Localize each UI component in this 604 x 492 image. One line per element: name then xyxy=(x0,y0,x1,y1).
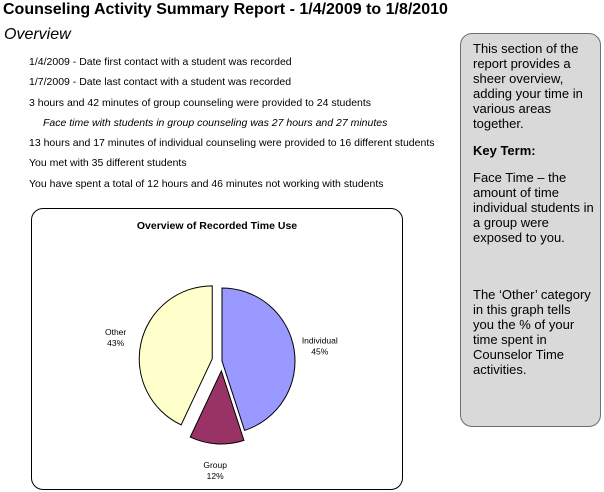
non-student-time-line: You have spent a total of 12 hours and 46 minutes not working with students xyxy=(29,178,384,190)
pie-percent-other: 43% xyxy=(107,338,125,349)
group-face-time-line: Face time with students in group counseling was 27 hours and 27 minutes xyxy=(43,117,388,129)
pie-label-other: Other xyxy=(104,327,127,338)
time-use-chart xyxy=(31,208,403,490)
callout-face-time-definition: Face Time – the amount of time individual students in a group were exposed to you. xyxy=(473,170,594,245)
individual-counseling-line: 13 hours and 17 minutes of individual counseling were provided to 16 different students xyxy=(29,137,435,149)
pie-percent-individual: 45% xyxy=(311,346,329,357)
callout-intro: This section of the report provides a sheer overview, adding your time in various areas together. xyxy=(473,41,583,131)
explanation-callout xyxy=(460,33,601,427)
chart-title: Overview of Recorded Time Use xyxy=(136,220,298,232)
last-contact-line: 1/7/2009 - Date last contact with a student was recorded xyxy=(29,76,292,88)
callout-key-term-heading: Key Term: xyxy=(473,143,536,158)
pie-chart xyxy=(32,209,402,489)
pie-label-group: Group xyxy=(203,459,227,470)
pie-slice-other xyxy=(139,286,212,425)
pie-percent-group: 12% xyxy=(206,470,224,481)
report-title: Counseling Activity Summary Report - 1/4/2009 to 1/8/2010 xyxy=(3,1,448,18)
section-heading-overview: Overview xyxy=(4,26,71,43)
first-contact-line: 1/4/2009 - Date first contact with a student was recorded xyxy=(29,56,292,68)
callout-other-category: The ‘Other’ category in this graph tells you the % of your time spent in Counselor Time activities. xyxy=(473,287,591,377)
pie-label-individual: Individual xyxy=(301,335,338,346)
students-met-line: You met with 35 different students xyxy=(29,157,187,169)
group-counseling-line: 3 hours and 42 minutes of group counseling were provided to 24 students xyxy=(29,97,372,109)
